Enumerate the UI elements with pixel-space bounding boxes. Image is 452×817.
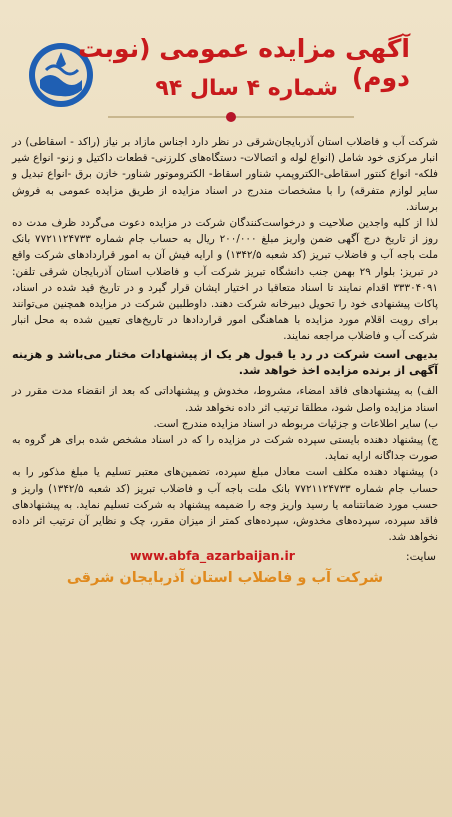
condition-be: ب) سایر اطلاعات و جزئیات مربوطه در اسناد مزایده مندرج است. [153, 417, 438, 430]
site-link[interactable]: www.abfa_azarbaijan.ir [130, 548, 295, 564]
site-label: سایت: [405, 550, 436, 564]
page-title: آگهی مزایده عمومی (نوبت دوم) [78, 34, 410, 92]
condition-dal: د) پیشنهاد دهنده مکلف است معادل مبلغ سپرده، تضمین‌های معتبر تسلیم یا مبلغ مذکور را به حساب جام شماره ۷۷۲۱۱۲۴۷۳۳ بانک ملت باجه آب و فاضلاب تبریز (کد شعبه ۱۳۴۲/۵) واریز و حسب مورد ضمانتنامه یا رسید واریز وجه را ضمیمه پیشنهاد به شرکت تسلیم نماید. به پیشنهادهای فاقد سپرده، سپرده‌های مخدوش، سپرده‌های کمتر از میزان مقرر، چک و نظایر آن ترتیب اثر داده نخواهد شد. [12, 466, 438, 544]
divider-dot-icon [226, 112, 236, 122]
page-subtitle: شماره ۴ سال ۹۴ [155, 76, 338, 101]
paragraph-invitation: لذا از کلیه واجدین صلاحیت و درخواست‌کنندگان شرکت در مزایده دعوت می‌گردد ظرف مدت ده روز از تاریخ درج آگهی ضمن واریز مبلغ ۲۰۰/۰۰۰ ریال به حساب جام شماره ۷۷۲۱۱۲۴۷۳۳ بانک ملت باجه آب و فاضلاب تبریز (کد شعبه ۱۳۴۲/۵) و ارایه فیش آن به امور قراردادهای شرکت واقع در تبریز: بلوار ۲۹ بهمن جنب دانشگاه تبریز شرکت آب و فاضلاب استان آذربایجان شرقی تلفن: ۳۳۳۰۴۰۹۱ اقدام نمایند تا اسناد متعاقبا در اختیار ایشان قرار گیرد و در تاریخ قید شده در اسناد، پاکات پیشنهادی خود را تحویل دبیرخانه شرکت دهند. داوطلبین شرکت در مزایده همچنین می‌توانند برای رویت اقلام مورد مزایده با هماهنگی امور قراردادها در تاریخ‌های تعیین شده به محل انبار شرکت آب و فاضلاب مراجعه نمایند. [12, 217, 439, 343]
company-footer: شرکت آب و فاضلاب استان آذربایجان شرقی [66, 570, 384, 587]
notice-bold: بدیهی است شرکت در رد یا قبول هر یک از پیشنهادات مختار می‌باشد و هزینه آگهی از برنده مزایده اخذ خواهد شد. [12, 347, 438, 378]
divider [108, 116, 354, 118]
site-row [12, 548, 438, 566]
condition-alef: الف) به پیشنهادهای فاقد امضاء، مشروط، مخدوش و پیشنهاداتی که بعد از انقضاء مدت مقرر در اسناد مزایده واصل شود، مطلقا ترتیب اثر داده نخواهد شد. [12, 385, 438, 414]
header [12, 6, 438, 118]
conditions-list [12, 383, 438, 545]
announcement-body [12, 134, 438, 345]
paragraph-intro: شرکت آب و فاضلاب استان آذربایجان‌شرقی در نظر دارد اجناس مازاد بر نیاز (راکد - اسقاطی) در انبار مرکزی خود شامل (انواع لوله و اتصالات- دستگاه‌های کلرزنی- قطعات داکتیل و زنو- انواع شیر فلکه- انواع کنتور اسقاطی-الکتروپمپ شناور اسقاط- الکتروموتور شناور- خازن برق -انواع تبدیل و سایر لوازم متفرقه) را با مشخصات مندرج در اسناد مزایده از طریق مزایده عمومی به فروش برساند. [12, 136, 438, 213]
condition-jim: ج) پیشنهاد دهنده بایستی سپرده شرکت در مزایده را که در اسناد مشخص شده برای هر گروه به صورت جداگانه ارایه نماید. [12, 434, 438, 463]
